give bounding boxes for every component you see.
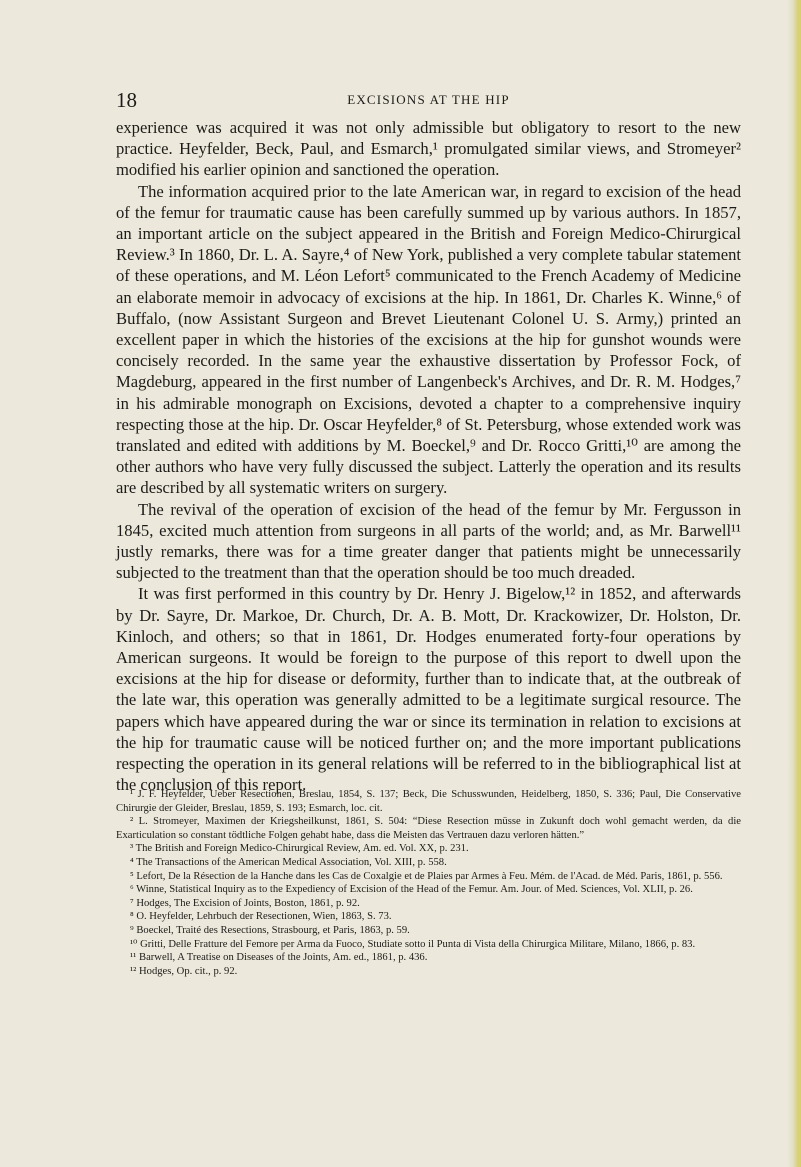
footnote: ¹⁰ Gritti, Delle Fratture del Femore per Arma da Fuoco, Studiate sotto il Punta di Vista della Chirurgica Militare, Milano, 1866, p. 83. [130,938,696,950]
paragraph: The information acquired prior to the late American war, in regard to excision of the head of the femur for traumatic cause has been carefully summed up by various authors. In 1857, an important article on the subject appeared in the British and Foreign Medico-Chirurgical Review.³ In 1860, Dr. L. A. Sayre,⁴ of New York, published a very complete tabular statement of these operations, and M. Léon Lefort⁵ communicated to the French Academy of Medicine an elaborate memoir in advocacy of excisions at the hip. In 1861, Dr. Charles K. Winne,⁶ of Buffalo, (now Assistant Surgeon and Brevet Lieutenant Colonel U. S. Army,) printed an excellent paper in which the histories of the excisions at the hip for gunshot wounds were concisely recorded. In the same year the exhaustive dissertation by Professor Fock, of Magdeburg, appeared in the first number of Langenbeck's Archives, and Dr. R. M. Hodges,⁷ in his admirable monograph on Excisions, devoted a chapter to a comprehensive inquiry respecting those at the hip. Dr. Oscar Heyfelder,⁸ of St. Petersburg, whose extended work was translated and edited with additions by M. Boeckel,⁹ and Dr. Rocco Gritti,¹⁰ are among the other authors who have very fully discussed the subject. Latterly the operation and its results are described by all systematic writers on surgery. [116,181,741,498]
page-header [116,88,741,110]
footnote: ² L. Stromeyer, Maximen der Kriegsheilkunst, 1861, S. 504: “Diese Resection müsse in Zukunft doch wohl gemacht werden, da die Exarticulation so constant tödtliche Folgen gehabt habe, dass die Meisten das Vertrauen dazu verloren hätten.” [116,816,741,841]
footnote: ⁴ The Transactions of the American Medical Association, Vol. XIII, p. 558. [130,856,447,868]
footnote: ⁸ O. Heyfelder, Lehrbuch der Resectionen, Wien, 1863, S. 73. [130,911,392,923]
paragraph: It was first performed in this country by Dr. Henry J. Bigelow,¹² in 1852, and afterwards by Dr. Sayre, Dr. Markoe, Dr. Church, Dr. A. B. Mott, Dr. Krackowizer, Dr. Holston, Dr. Kinloch, and others; so that in 1861, Dr. Hodges enumerated forty-four operations by American surgeons. It would be foreign to the purpose of this report to dwell upon the excisions at the hip for disease or deformity, further than to indicate that, at the outbreak of the late war, this operation was generally admitted to be a legitimate surgical resource. The papers which have appeared during the war or since its termination in relation to excisions at the hip for traumatic cause will be noticed further on; and the more important publications respecting the operation in its general relations will be referred to in the bibliographical list at the conclusion of this report. [116,584,741,795]
footnote: ¹ J. F. Heyfelder, Ueber Resectionen, Breslau, 1854, S. 137; Beck, Die Schusswunden, Heidelberg, 1850, S. 336; Paul, Die Conservative Chirurgie der Gleider, Breslau, 1859, S. 193; Esmarch, loc. cit. [116,789,741,814]
footnote: ⁹ Boeckel, Traité des Resections, Strasbourg, et Paris, 1863, p. 59. [130,924,410,936]
footnotes [116,788,741,978]
running-title: EXCISIONS AT THE HIP [347,92,510,107]
paragraph: experience was acquired it was not only admissible but obligatory to resort to the new practice. Heyfelder, Beck, Paul, and Esmarch,¹ promulgated similar views, and Stromeyer² modified his earlier opinion and sanctioned the operation. [116,118,741,180]
page-edge-stain [787,0,801,1167]
paragraph: The revival of the operation of excision of the head of the femur by Mr. Fergusson in 1845, excited much attention from surgeons in all parts of the world; and, as Mr. Barwell¹¹ justly remarks, there was for a time greater danger that patients might be unnecessarily subjected to the treatment than that the operation should be too much dreaded. [116,499,741,583]
body-text [116,117,741,796]
footnote: ⁵ Lefort, De la Résection de la Hanche dans les Cas de Coxalgie et de Plaies par Armes à Feu. Mém. de l'Acad. de Méd. Paris, 1861, p. 556. [130,870,723,882]
footnote: ¹¹ Barwell, A Treatise on Diseases of the Joints, Am. ed., 1861, p. 436. [130,952,428,964]
page-number: 18 [116,88,137,112]
footnote: ³ The British and Foreign Medico-Chirurgical Review, Am. ed. Vol. XX, p. 231. [130,843,469,855]
footnote: ⁷ Hodges, The Excision of Joints, Boston, 1861, p. 92. [130,897,360,909]
footnote: ¹² Hodges, Op. cit., p. 92. [130,965,238,977]
footnote: ⁶ Winne, Statistical Inquiry as to the Expediency of Excision of the Head of the Femur. Am. Jour. of Med. Sciences, Vol. XLII, p. 26. [130,884,693,896]
